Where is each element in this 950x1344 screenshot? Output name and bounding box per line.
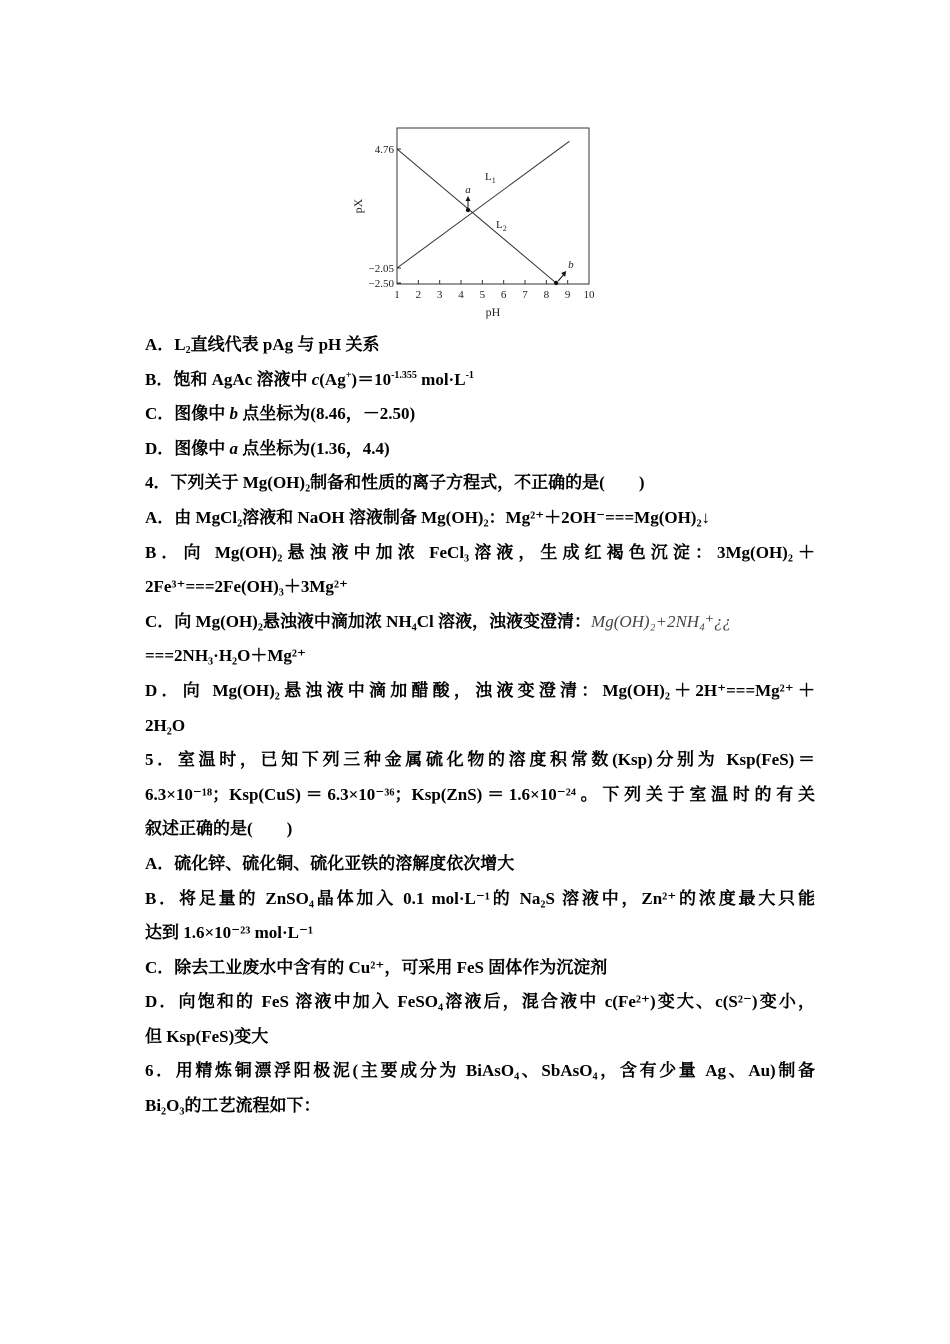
- series-label-l1-sub: 1: [491, 176, 496, 185]
- q6-stem-line1: 6．用精炼铜漂浮阳极泥(主要成分为 BiAsO₄、SbAsO₄，含有少量 Ag、Au)制备: [145, 1061, 815, 1081]
- q4-option-c-line1: C．向 Mg(OH)₂悬浊液中滴加浓 NH₄Cl 溶液，浊液变澄清：Mg(OH)₂+2NH₄⁺¿¿: [145, 611, 731, 631]
- point-a-dot: [466, 208, 470, 212]
- q4-stem: 4．下列关于 Mg(OH)₂制备和性质的离子方程式，不正确的是( ): [145, 473, 645, 493]
- plot-frame: [397, 128, 589, 284]
- q6-stem-line2: Bi₂O₃的工艺流程如下：: [145, 1096, 321, 1116]
- q4-option-d-line2: 2H₂O: [145, 715, 186, 735]
- y-tick-label: 4.76: [374, 144, 394, 156]
- series-line-l1: [397, 141, 569, 268]
- q4-option-b-line2: 2Fe³⁺===2Fe(OH)₃＋3Mg²⁺: [145, 577, 348, 597]
- q4-option-c-equation: Mg(OH)₂+2NH₄⁺¿¿: [591, 611, 731, 631]
- chart-svg: [348, 122, 608, 322]
- x-tick-label: 3: [436, 289, 443, 301]
- x-tick-label: 2: [415, 289, 422, 301]
- x-tick-label: 6: [500, 289, 507, 301]
- q3-option-c: C．图像中 b 点坐标为(8.46，－2.50): [145, 404, 416, 424]
- q5-option-d-line1: D．向饱和的 FeS 溶液中加入 FeSO₄溶液后，混合液中 c(Fe²⁺)变大、c(S²⁻)变小，: [145, 992, 815, 1012]
- q5-stem-line3: 叙述正确的是( ): [145, 819, 293, 839]
- y-tick-label: −2.50: [368, 278, 394, 290]
- q4-option-d-line1: D．向 Mg(OH)₂悬浊液中滴加醋酸，浊液变澄清：Mg(OH)₂＋2H⁺===Mg²⁺＋: [145, 680, 815, 700]
- y-axis-label: pX: [351, 198, 365, 214]
- q5-stem-line1: 5．室温时，已知下列三种金属硫化物的溶度积常数(Ksp)分别为 Ksp(FeS)＝: [145, 750, 815, 770]
- point-a-label: a: [465, 184, 471, 196]
- q4-option-a: A．由 MgCl₂溶液和 NaOH 溶液制备 Mg(OH)₂：Mg²⁺＋2OH⁻===Mg(OH)₂↓: [145, 507, 711, 527]
- q3-option-d: D．图像中 a 点坐标为(1.36，4.4): [145, 438, 390, 458]
- ph-px-chart: [348, 122, 608, 322]
- q3-option-b: B．饱和 AgAc 溶液中 $c(Ag^+)=10^{-1.355}$ $mol\cdot L^{-1}$: [145, 369, 474, 389]
- point-a-arrowhead: [466, 196, 471, 201]
- q3-option-a: A．$L_2$直线代表 pAg 与 pH 关系: [145, 335, 380, 356]
- x-tick-label: 4: [458, 289, 464, 301]
- q5-option-d-line2: 但 Ksp(FeS)变大: [145, 1026, 269, 1046]
- x-tick-label: 10: [583, 289, 595, 301]
- q4-option-b-line1: B．向 Mg(OH)₂悬浊液中加浓 FeCl₃溶液，生成红褐色沉淀：3Mg(OH)₂＋: [145, 542, 815, 562]
- series-label-l2-sub: 2: [502, 224, 507, 233]
- y-tick-label: −2.05: [368, 263, 394, 275]
- x-axis-label: pH: [485, 305, 501, 319]
- q5-option-b-line1: B．将足量的 ZnSO₄晶体加入 0.1 mol·L⁻¹的 Na₂S 溶液中，Zn²⁺的浓度最大只能: [145, 888, 815, 908]
- x-tick-label: 1: [394, 289, 400, 301]
- x-tick-label: 9: [564, 289, 571, 301]
- q5-stem-line2: 6.3×10⁻¹⁸；Ksp(CuS)＝6.3×10⁻³⁶；Ksp(ZnS)＝1.6×10⁻²⁴。下列关于室温时的有关: [145, 784, 815, 804]
- x-tick-label: 8: [543, 289, 550, 301]
- q5-option-c: C．除去工业废水中含有的 Cu²⁺，可采用 FeS 固体作为沉淀剂: [145, 957, 608, 977]
- series-label-l1: $L_1$: [485, 171, 496, 185]
- point-b-dot: [554, 281, 558, 285]
- point-b-label: b: [568, 259, 574, 271]
- question-text: [145, 328, 815, 1124]
- q5-option-a: A．硫化锌、硫化铜、硫化亚铁的溶解度依次增大: [145, 853, 515, 873]
- x-tick-label: 5: [479, 289, 486, 301]
- series-label-l2: $L_2$: [496, 219, 507, 233]
- x-tick-label: 7: [522, 289, 528, 301]
- q5-option-b-line2: 达到 1.6×10⁻²³ mol·L⁻¹: [145, 923, 314, 943]
- q4-option-c-line2: ===2NH₃·H₂O＋Mg²⁺: [145, 646, 306, 666]
